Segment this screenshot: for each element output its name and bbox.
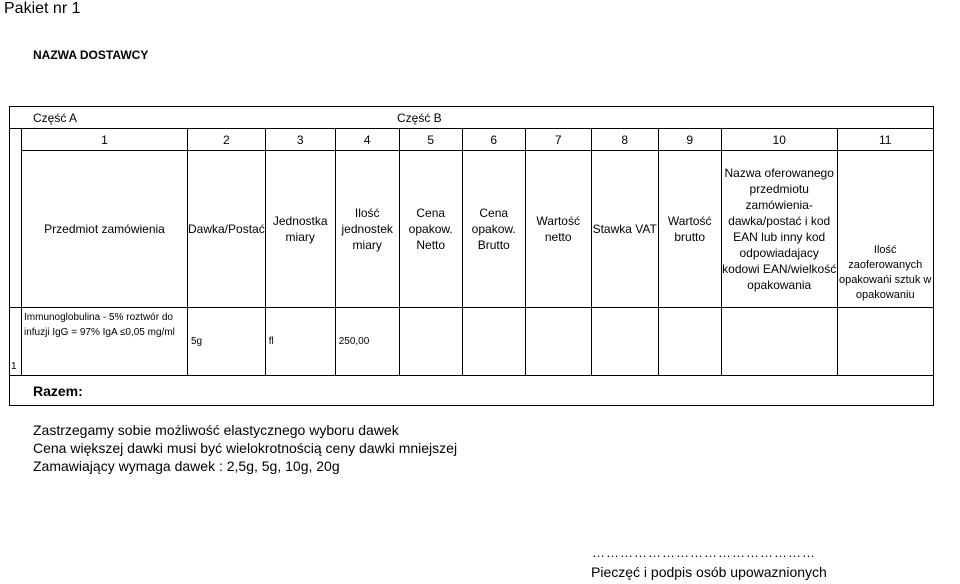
- total-row: [10, 376, 934, 406]
- header-row: [10, 151, 934, 308]
- col-number: 8: [591, 129, 658, 151]
- col-number: 7: [525, 129, 591, 151]
- header-value-net: Wartość netto: [525, 151, 591, 308]
- item-value-net[interactable]: [525, 308, 591, 376]
- col-number: 6: [462, 129, 525, 151]
- col-number: 11: [837, 129, 933, 151]
- header-vat: Stawka VAT: [591, 151, 658, 308]
- row-number: 1: [10, 308, 22, 376]
- note-line: Cena większej dawki musi być wielokrotnością ceny dawki mniejszej: [33, 440, 458, 456]
- signature-label: Pieczęć i podpis osób upowaznionych: [591, 564, 827, 580]
- supplier-label: NAZWA DOSTAWCY: [33, 48, 149, 62]
- header-offered-item: Nazwa oferowanego przedmiotu zamówienia-dawka/postać i kod EAN lub inny kod odpowiadajacy kodowi EAN/wielkość opakowania: [721, 151, 837, 308]
- table-row: [10, 308, 934, 376]
- notes: [33, 421, 457, 475]
- header-value-gross: Wartość brutto: [658, 151, 721, 308]
- header-qty: Ilość jednostek miary: [335, 151, 399, 308]
- column-numbers-row: [10, 129, 934, 151]
- item-vat[interactable]: [591, 308, 658, 376]
- item-offered-name[interactable]: [721, 308, 837, 376]
- header-price-net: Cena opakow. Netto: [399, 151, 462, 308]
- item-name: Immunoglobulina - 5% roztwór do infuzji IgG = 97% IgA ≤0,05 mg/ml: [22, 308, 188, 376]
- signature-line: …………………………………………: [592, 545, 816, 560]
- note-line: Zastrzegamy sobie możliwość elastycznego wyboru dawek: [33, 422, 399, 438]
- header-item: Przedmiot zamówienia: [22, 151, 188, 308]
- col-number: 2: [188, 129, 266, 151]
- header-dose: Dawka/Postać: [188, 151, 266, 308]
- col-number: 5: [399, 129, 462, 151]
- page-title: Pakiet nr 1: [4, 0, 81, 17]
- header-price-gross: Cena opakow. Brutto: [462, 151, 525, 308]
- item-value-gross[interactable]: [658, 308, 721, 376]
- header-offered-qty: Ilość zaoferowanych opakowańi sztuk w opakowaniu: [837, 151, 933, 308]
- note-line: Zamawiający wymaga dawek : 2,5g, 5g, 10g, 20g: [33, 458, 340, 474]
- item-dose: 5g: [188, 308, 266, 376]
- item-price-net[interactable]: [399, 308, 462, 376]
- header-unit: Jednostka miary: [265, 151, 335, 308]
- total-label: Razem:: [10, 376, 934, 406]
- col-number: 9: [658, 129, 721, 151]
- item-offered-qty[interactable]: [837, 308, 933, 376]
- part-b-label: Część B: [397, 111, 442, 125]
- part-a-label: Część A: [33, 111, 78, 125]
- item-price-gross[interactable]: [462, 308, 525, 376]
- col-number: 1: [22, 129, 188, 151]
- col-number: 10: [721, 129, 837, 151]
- item-qty: 250,00: [335, 308, 399, 376]
- order-table: [9, 106, 934, 406]
- item-unit: fl: [265, 308, 335, 376]
- col-number: 4: [335, 129, 399, 151]
- col-number: 3: [265, 129, 335, 151]
